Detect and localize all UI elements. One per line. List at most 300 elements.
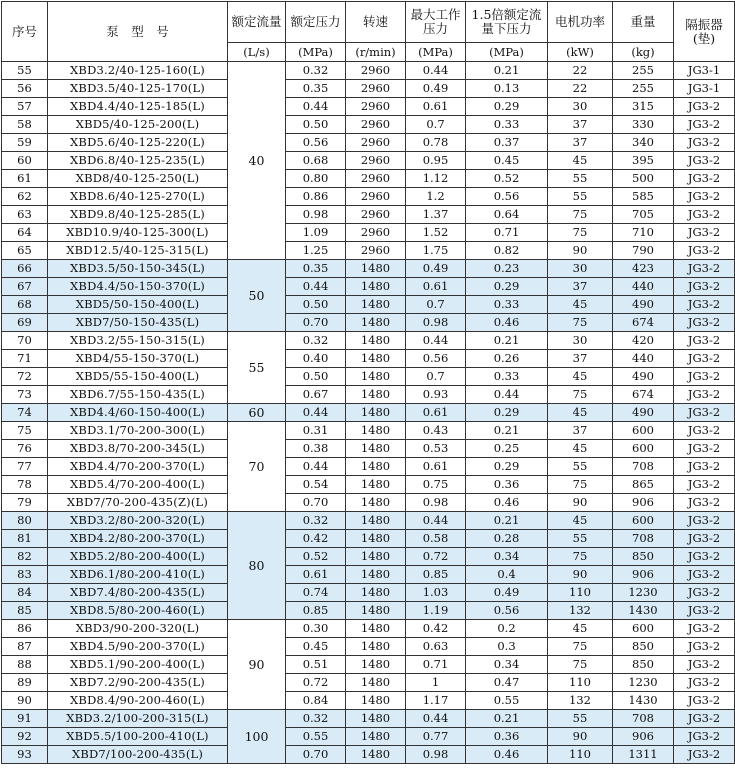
isolator-cell: JG3-2	[674, 458, 735, 476]
pressure-cell: 0.80	[286, 170, 346, 188]
isolator-cell: JG3-2	[674, 224, 735, 242]
isolator-cell: JG3-2	[674, 530, 735, 548]
pressure-cell: 1.09	[286, 224, 346, 242]
model-cell: XBD5.4/70-200-400(L)	[48, 476, 228, 494]
model-cell: XBD4.4/70-200-370(L)	[48, 458, 228, 476]
seq-cell: 87	[2, 638, 48, 656]
pressure-15-cell: 0.23	[466, 260, 548, 278]
pressure-15-cell: 0.36	[466, 728, 548, 746]
max-pressure-cell: 0.63	[406, 638, 466, 656]
speed-cell: 1480	[346, 746, 406, 764]
weight-cell: 850	[613, 638, 674, 656]
header-pressure-15: 1.5倍额定流量下压力	[466, 2, 548, 43]
header-speed: 转速	[346, 2, 406, 43]
max-pressure-cell: 0.58	[406, 530, 466, 548]
model-cell: XBD9.8/40-125-285(L)	[48, 206, 228, 224]
table-row	[2, 170, 735, 188]
table-row	[2, 116, 735, 134]
isolator-cell: JG3-2	[674, 152, 735, 170]
pressure-cell: 0.32	[286, 512, 346, 530]
isolator-cell: JG3-2	[674, 656, 735, 674]
table-row	[2, 746, 735, 764]
speed-cell: 1480	[346, 494, 406, 512]
weight-cell: 1311	[613, 746, 674, 764]
max-pressure-cell: 1.19	[406, 602, 466, 620]
pressure-15-cell: 0.36	[466, 476, 548, 494]
max-pressure-cell: 0.98	[406, 314, 466, 332]
speed-cell: 1480	[346, 620, 406, 638]
pressure-cell: 0.72	[286, 674, 346, 692]
power-cell: 55	[548, 458, 613, 476]
pressure-cell: 0.67	[286, 386, 346, 404]
speed-cell: 1480	[346, 296, 406, 314]
max-pressure-cell: 1.52	[406, 224, 466, 242]
table-row	[2, 278, 735, 296]
isolator-cell: JG3-1	[674, 80, 735, 98]
pressure-15-cell: 0.3	[466, 638, 548, 656]
weight-cell: 1230	[613, 674, 674, 692]
table-row	[2, 638, 735, 656]
seq-cell: 78	[2, 476, 48, 494]
power-cell: 22	[548, 62, 613, 80]
pressure-cell: 0.68	[286, 152, 346, 170]
flow-group-cell: 90	[228, 620, 286, 710]
isolator-cell: JG3-2	[674, 242, 735, 260]
power-cell: 45	[548, 152, 613, 170]
weight-cell: 600	[613, 512, 674, 530]
isolator-cell: JG3-2	[674, 386, 735, 404]
model-cell: XBD8.4/90-200-460(L)	[48, 692, 228, 710]
pressure-cell: 0.32	[286, 332, 346, 350]
pressure-15-cell: 0.49	[466, 584, 548, 602]
pressure-cell: 0.74	[286, 584, 346, 602]
table-row	[2, 206, 735, 224]
weight-cell: 906	[613, 566, 674, 584]
pressure-cell: 0.44	[286, 458, 346, 476]
weight-cell: 490	[613, 404, 674, 422]
weight-cell: 1230	[613, 584, 674, 602]
speed-cell: 2960	[346, 170, 406, 188]
seq-cell: 81	[2, 530, 48, 548]
speed-cell: 2960	[346, 242, 406, 260]
max-pressure-cell: 0.42	[406, 620, 466, 638]
seq-cell: 57	[2, 98, 48, 116]
pressure-cell: 0.44	[286, 404, 346, 422]
pressure-15-cell: 0.46	[466, 314, 548, 332]
max-pressure-cell: 1.75	[406, 242, 466, 260]
model-cell: XBD3.5/40-125-170(L)	[48, 80, 228, 98]
seq-cell: 71	[2, 350, 48, 368]
unit-power: (kW)	[548, 43, 613, 62]
model-cell: XBD3.2/100-200-315(L)	[48, 710, 228, 728]
model-cell: XBD6.7/55-150-435(L)	[48, 386, 228, 404]
seq-cell: 58	[2, 116, 48, 134]
isolator-cell: JG3-2	[674, 278, 735, 296]
speed-cell: 1480	[346, 602, 406, 620]
weight-cell: 440	[613, 278, 674, 296]
model-cell: XBD5/55-150-400(L)	[48, 368, 228, 386]
pressure-15-cell: 0.46	[466, 746, 548, 764]
pressure-15-cell: 0.34	[466, 656, 548, 674]
model-cell: XBD6.8/40-125-235(L)	[48, 152, 228, 170]
model-cell: XBD7/50-150-435(L)	[48, 314, 228, 332]
seq-cell: 56	[2, 80, 48, 98]
max-pressure-cell: 0.61	[406, 98, 466, 116]
isolator-cell: JG3-2	[674, 584, 735, 602]
model-cell: XBD8/40-125-250(L)	[48, 170, 228, 188]
max-pressure-cell: 0.44	[406, 710, 466, 728]
weight-cell: 708	[613, 458, 674, 476]
seq-cell: 85	[2, 602, 48, 620]
pressure-cell: 0.86	[286, 188, 346, 206]
pressure-15-cell: 0.56	[466, 602, 548, 620]
power-cell: 30	[548, 260, 613, 278]
seq-cell: 55	[2, 62, 48, 80]
header-max-pressure: 最大工作压力	[406, 2, 466, 43]
isolator-cell: JG3-2	[674, 746, 735, 764]
table-row	[2, 656, 735, 674]
pressure-15-cell: 0.28	[466, 530, 548, 548]
power-cell: 55	[548, 170, 613, 188]
seq-cell: 93	[2, 746, 48, 764]
seq-cell: 72	[2, 368, 48, 386]
speed-cell: 1480	[346, 440, 406, 458]
max-pressure-cell: 1	[406, 674, 466, 692]
pressure-cell: 0.61	[286, 566, 346, 584]
speed-cell: 1480	[346, 566, 406, 584]
model-cell: XBD8.5/80-200-460(L)	[48, 602, 228, 620]
max-pressure-cell: 0.44	[406, 512, 466, 530]
table-row	[2, 476, 735, 494]
power-cell: 75	[548, 548, 613, 566]
table-row	[2, 422, 735, 440]
seq-cell: 74	[2, 404, 48, 422]
pressure-15-cell: 0.21	[466, 422, 548, 440]
power-cell: 90	[548, 242, 613, 260]
table-row	[2, 134, 735, 152]
pressure-15-cell: 0.56	[466, 188, 548, 206]
pressure-cell: 0.50	[286, 368, 346, 386]
seq-cell: 75	[2, 422, 48, 440]
isolator-cell: JG3-2	[674, 566, 735, 584]
model-cell: XBD3.2/55-150-315(L)	[48, 332, 228, 350]
pressure-15-cell: 0.21	[466, 710, 548, 728]
pressure-cell: 0.38	[286, 440, 346, 458]
max-pressure-cell: 0.78	[406, 134, 466, 152]
speed-cell: 1480	[346, 314, 406, 332]
table-row	[2, 566, 735, 584]
header-weight: 重量	[613, 2, 674, 43]
power-cell: 110	[548, 584, 613, 602]
power-cell: 110	[548, 746, 613, 764]
weight-cell: 708	[613, 710, 674, 728]
pressure-cell: 1.25	[286, 242, 346, 260]
speed-cell: 1480	[346, 260, 406, 278]
pressure-cell: 0.31	[286, 422, 346, 440]
max-pressure-cell: 0.71	[406, 656, 466, 674]
pressure-cell: 0.84	[286, 692, 346, 710]
pressure-cell: 0.98	[286, 206, 346, 224]
isolator-cell: JG3-2	[674, 692, 735, 710]
table-row	[2, 692, 735, 710]
pressure-15-cell: 0.82	[466, 242, 548, 260]
weight-cell: 600	[613, 422, 674, 440]
table-row	[2, 494, 735, 512]
model-cell: XBD6.1/80-200-410(L)	[48, 566, 228, 584]
pressure-cell: 0.32	[286, 62, 346, 80]
isolator-cell: JG3-2	[674, 116, 735, 134]
seq-cell: 77	[2, 458, 48, 476]
pressure-15-cell: 0.21	[466, 512, 548, 530]
max-pressure-cell: 0.49	[406, 80, 466, 98]
max-pressure-cell: 1.03	[406, 584, 466, 602]
seq-cell: 63	[2, 206, 48, 224]
table-row	[2, 80, 735, 98]
weight-cell: 865	[613, 476, 674, 494]
weight-cell: 705	[613, 206, 674, 224]
max-pressure-cell: 0.95	[406, 152, 466, 170]
isolator-cell: JG3-2	[674, 638, 735, 656]
model-cell: XBD3.2/80-200-320(L)	[48, 512, 228, 530]
power-cell: 37	[548, 350, 613, 368]
pressure-15-cell: 0.44	[466, 386, 548, 404]
pressure-cell: 0.30	[286, 620, 346, 638]
seq-cell: 82	[2, 548, 48, 566]
max-pressure-cell: 0.7	[406, 116, 466, 134]
seq-cell: 68	[2, 296, 48, 314]
seq-cell: 59	[2, 134, 48, 152]
pressure-15-cell: 0.33	[466, 368, 548, 386]
power-cell: 30	[548, 332, 613, 350]
pressure-15-cell: 0.33	[466, 296, 548, 314]
model-cell: XBD4.5/90-200-370(L)	[48, 638, 228, 656]
table-body	[2, 62, 735, 764]
isolator-cell: JG3-2	[674, 188, 735, 206]
seq-cell: 90	[2, 692, 48, 710]
table-row	[2, 332, 735, 350]
max-pressure-cell: 0.7	[406, 296, 466, 314]
model-cell: XBD7.2/90-200-435(L)	[48, 674, 228, 692]
power-cell: 75	[548, 638, 613, 656]
isolator-cell: JG3-2	[674, 170, 735, 188]
power-cell: 55	[548, 530, 613, 548]
power-cell: 45	[548, 368, 613, 386]
model-cell: XBD3/90-200-320(L)	[48, 620, 228, 638]
table-row	[2, 98, 735, 116]
weight-cell: 790	[613, 242, 674, 260]
max-pressure-cell: 0.77	[406, 728, 466, 746]
max-pressure-cell: 1.12	[406, 170, 466, 188]
speed-cell: 1480	[346, 368, 406, 386]
power-cell: 75	[548, 224, 613, 242]
pressure-cell: 0.70	[286, 746, 346, 764]
speed-cell: 2960	[346, 206, 406, 224]
isolator-cell: JG3-2	[674, 314, 735, 332]
power-cell: 75	[548, 386, 613, 404]
seq-cell: 89	[2, 674, 48, 692]
speed-cell: 1480	[346, 584, 406, 602]
speed-cell: 1480	[346, 476, 406, 494]
weight-cell: 850	[613, 548, 674, 566]
power-cell: 45	[548, 512, 613, 530]
seq-cell: 91	[2, 710, 48, 728]
isolator-cell: JG3-2	[674, 710, 735, 728]
max-pressure-cell: 1.37	[406, 206, 466, 224]
unit-speed: (r/min)	[346, 43, 406, 62]
speed-cell: 1480	[346, 530, 406, 548]
speed-cell: 2960	[346, 98, 406, 116]
weight-cell: 1430	[613, 692, 674, 710]
power-cell: 45	[548, 620, 613, 638]
flow-group-cell: 70	[228, 422, 286, 512]
table-row	[2, 224, 735, 242]
pressure-cell: 0.70	[286, 494, 346, 512]
pressure-15-cell: 0.29	[466, 278, 548, 296]
table-row	[2, 314, 735, 332]
pressure-15-cell: 0.29	[466, 98, 548, 116]
flow-group-cell: 60	[228, 404, 286, 422]
pressure-cell: 0.51	[286, 656, 346, 674]
max-pressure-cell: 0.98	[406, 746, 466, 764]
speed-cell: 1480	[346, 422, 406, 440]
model-cell: XBD3.2/40-125-160(L)	[48, 62, 228, 80]
pressure-cell: 0.70	[286, 314, 346, 332]
weight-cell: 420	[613, 332, 674, 350]
seq-cell: 79	[2, 494, 48, 512]
power-cell: 75	[548, 476, 613, 494]
isolator-cell: JG3-2	[674, 350, 735, 368]
pressure-15-cell: 0.13	[466, 80, 548, 98]
max-pressure-cell: 0.98	[406, 494, 466, 512]
header-pressure: 额定压力	[286, 2, 346, 43]
max-pressure-cell: 0.44	[406, 332, 466, 350]
table-row	[2, 530, 735, 548]
unit-max-pressure: (MPa)	[406, 43, 466, 62]
max-pressure-cell: 1.2	[406, 188, 466, 206]
max-pressure-cell: 0.43	[406, 422, 466, 440]
isolator-cell: JG3-2	[674, 674, 735, 692]
model-cell: XBD12.5/40-125-315(L)	[48, 242, 228, 260]
power-cell: 45	[548, 296, 613, 314]
speed-cell: 2960	[346, 116, 406, 134]
speed-cell: 2960	[346, 224, 406, 242]
header-flow: 额定流量	[228, 2, 286, 43]
speed-cell: 2960	[346, 134, 406, 152]
max-pressure-cell: 0.44	[406, 62, 466, 80]
isolator-cell: JG3-2	[674, 548, 735, 566]
power-cell: 37	[548, 134, 613, 152]
seq-cell: 69	[2, 314, 48, 332]
weight-cell: 585	[613, 188, 674, 206]
power-cell: 75	[548, 314, 613, 332]
isolator-cell: JG3-2	[674, 260, 735, 278]
pressure-cell: 0.50	[286, 116, 346, 134]
seq-cell: 73	[2, 386, 48, 404]
table-row	[2, 242, 735, 260]
weight-cell: 395	[613, 152, 674, 170]
flow-group-cell: 40	[228, 62, 286, 260]
seq-cell: 60	[2, 152, 48, 170]
pressure-15-cell: 0.25	[466, 440, 548, 458]
pressure-15-cell: 0.26	[466, 350, 548, 368]
model-cell: XBD4.4/50-150-370(L)	[48, 278, 228, 296]
table-row	[2, 674, 735, 692]
table-row	[2, 602, 735, 620]
max-pressure-cell: 0.93	[406, 386, 466, 404]
pressure-cell: 0.44	[286, 278, 346, 296]
table-row	[2, 386, 735, 404]
pressure-15-cell: 0.21	[466, 62, 548, 80]
flow-group-cell: 80	[228, 512, 286, 620]
unit-pressure: (MPa)	[286, 43, 346, 62]
header-seq: 序号	[2, 2, 48, 62]
speed-cell: 1480	[346, 710, 406, 728]
weight-cell: 340	[613, 134, 674, 152]
pressure-15-cell: 0.37	[466, 134, 548, 152]
model-cell: XBD7/100-200-435(L)	[48, 746, 228, 764]
weight-cell: 500	[613, 170, 674, 188]
pressure-cell: 0.35	[286, 260, 346, 278]
power-cell: 45	[548, 404, 613, 422]
header-model: 泵 型 号	[48, 2, 228, 62]
unit-pressure-15: (MPa)	[466, 43, 548, 62]
power-cell: 75	[548, 206, 613, 224]
pressure-15-cell: 0.52	[466, 170, 548, 188]
isolator-cell: JG3-2	[674, 512, 735, 530]
seq-cell: 67	[2, 278, 48, 296]
speed-cell: 2960	[346, 188, 406, 206]
table-row	[2, 152, 735, 170]
pressure-15-cell: 0.64	[466, 206, 548, 224]
flow-group-cell: 100	[228, 710, 286, 764]
weight-cell: 490	[613, 296, 674, 314]
unit-flow: (L/s)	[228, 43, 286, 62]
table-row	[2, 710, 735, 728]
table-row	[2, 350, 735, 368]
weight-cell: 440	[613, 350, 674, 368]
speed-cell: 1480	[346, 512, 406, 530]
isolator-cell: JG3-2	[674, 98, 735, 116]
seq-cell: 70	[2, 332, 48, 350]
pressure-cell: 0.35	[286, 80, 346, 98]
weight-cell: 1430	[613, 602, 674, 620]
power-cell: 22	[548, 80, 613, 98]
weight-cell: 708	[613, 530, 674, 548]
weight-cell: 710	[613, 224, 674, 242]
pressure-15-cell: 0.2	[466, 620, 548, 638]
isolator-cell: JG3-2	[674, 404, 735, 422]
flow-group-cell: 50	[228, 260, 286, 332]
power-cell: 55	[548, 188, 613, 206]
pressure-15-cell: 0.29	[466, 404, 548, 422]
weight-cell: 255	[613, 62, 674, 80]
seq-cell: 65	[2, 242, 48, 260]
model-cell: XBD3.8/70-200-345(L)	[48, 440, 228, 458]
speed-cell: 1480	[346, 728, 406, 746]
max-pressure-cell: 0.61	[406, 278, 466, 296]
weight-cell: 423	[613, 260, 674, 278]
model-cell: XBD7/70-200-435(Z)(L)	[48, 494, 228, 512]
speed-cell: 1480	[346, 674, 406, 692]
pressure-cell: 0.52	[286, 548, 346, 566]
seq-cell: 83	[2, 566, 48, 584]
max-pressure-cell: 1.17	[406, 692, 466, 710]
flow-group-cell: 55	[228, 332, 286, 404]
isolator-cell: JG3-2	[674, 440, 735, 458]
weight-cell: 674	[613, 386, 674, 404]
header-row	[2, 2, 735, 43]
weight-cell: 255	[613, 80, 674, 98]
